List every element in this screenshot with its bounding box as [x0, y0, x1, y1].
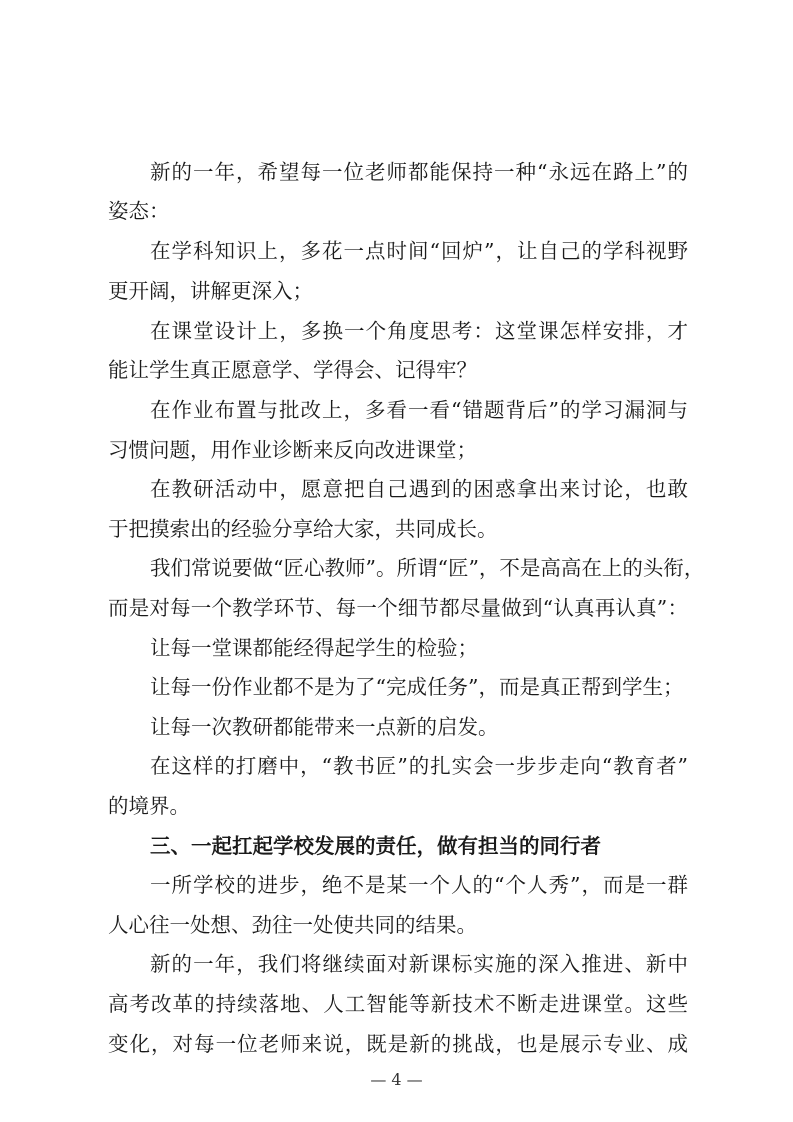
paragraph-line: 能让学生真正愿意学、学得会、记得牢？: [108, 358, 477, 382]
paragraph-line: 新的一年，希望每一位老师都能保持一种“永远在路上”的: [150, 160, 688, 184]
paragraph-line: 一所学校的进步，绝不是某一个人的“个人秀”，而是一群: [150, 873, 688, 897]
paragraph-line: 变化，对每一位老师来说，既是新的挑战，也是展示专业、成: [108, 1032, 688, 1056]
paragraph-line: 在这样的打磨中，“教书匠”的扎实会一步步走向“教育者”: [150, 754, 688, 778]
paragraph-line: 人心往一处想、劲往一处使共同的结果。: [108, 913, 477, 937]
paragraph-line: 我们常说要做“匠心教师”。所谓“匠”，不是高高在上的头衔，: [150, 556, 705, 580]
paragraph-line: 的境界。: [108, 794, 190, 818]
paragraph-line: 新的一年，我们将继续面对新课标实施的深入推进、新中: [150, 952, 688, 976]
paragraph-line: 在作业布置与批改上，多看一看“错题背后”的学习漏洞与: [150, 398, 688, 422]
paragraph-line: 让每一次教研都能带来一点新的启发。: [150, 715, 499, 739]
paragraph-line: 在教研活动中，愿意把自己遇到的困惑拿出来讨论，也敢: [150, 477, 688, 501]
section-heading: 三、一起扛起学校发展的责任，做有担当的同行者: [150, 834, 601, 858]
paragraph-line: 于把摸索出的经验分享给大家，共同成长。: [108, 517, 498, 541]
paragraph-line: 姿态：: [108, 199, 170, 223]
paragraph-line: 高考改革的持续落地、人工智能等新技术不断走进课堂。这些: [108, 992, 688, 1016]
paragraph-line: 让每一份作业都不是为了“完成任务”，而是真正帮到学生；: [150, 675, 684, 699]
paragraph-line: 习惯问题，用作业诊断来反向改进课堂；: [108, 438, 477, 462]
page-number: — 4 —: [370, 1070, 423, 1089]
paragraph-line: 让每一堂课都能经得起学生的检验；: [150, 636, 478, 660]
paragraph-line: 更开阔，讲解更深入；: [108, 279, 313, 303]
paragraph-line: 在学科知识上，多花一点时间“回炉”，让自己的学科视野: [150, 239, 688, 263]
paragraph-line: 在课堂设计上，多换一个角度思考：这堂课怎样安排，才: [150, 319, 688, 343]
paragraph-line: 而是对每一个教学环节、每一个细节都尽量做到“认真再认真”：: [108, 596, 688, 620]
